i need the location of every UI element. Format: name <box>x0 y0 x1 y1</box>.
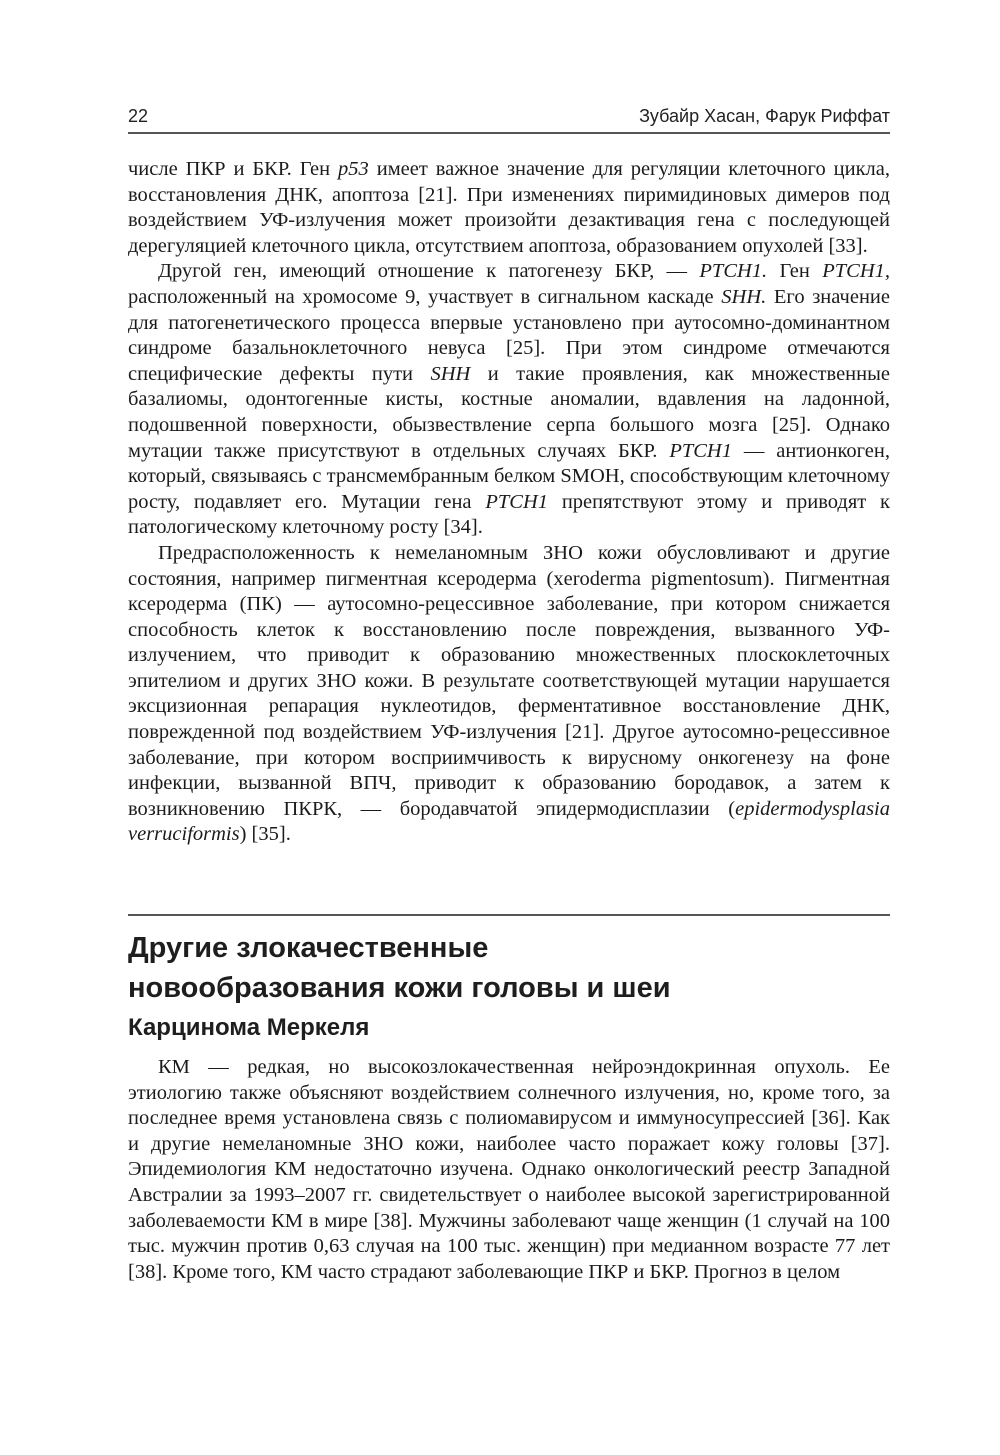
gene-name: PTCH1. <box>699 260 768 283</box>
gene-name: PTCH1 <box>485 490 548 513</box>
paragraph-text: Его значение для патогенетического процесса впервые установлено при аутосомно-доминантном синдроме базальноклеточного невуса [25]. При этом синдроме отмечаются специфические дефекты пути <box>128 285 891 385</box>
paragraph-text: ) [35]. <box>239 823 291 846</box>
text-block-top <box>128 157 890 848</box>
section-heading-line: новообразования кожи головы и шеи <box>128 972 671 1004</box>
page-number: 22 <box>128 106 149 126</box>
header-rule <box>128 132 890 134</box>
paragraph-text: — антионкоген, который, связываясь с трансмембранным белком SMOH, способствующим клеточному росту, подавляет его. Мутации гена <box>128 439 890 513</box>
gene-name: PTCH1, <box>822 260 890 283</box>
paragraph-text: Ген <box>767 260 823 283</box>
gene-name: PTCH1 <box>669 439 732 462</box>
paragraph <box>128 259 890 541</box>
running-header-authors: Зубайр Хасан, Фарук Риффат <box>639 106 890 126</box>
paragraph-text: числе ПКР и БКР. Ген <box>128 158 339 180</box>
gene-name: SHH <box>430 362 471 385</box>
paragraph-text: имеет важное значение для регуляции клеточного цикла, восстановления ДНК, апоптоза [21]. При изменениях пиримидиновых димеров под воздействием УФ-излучения может произойти дезактивация гена с последующей дерегуляцией клеточного цикла, отсутствием апоптоза, образованием опухолей [33]. <box>128 158 890 257</box>
section-rule <box>128 914 890 916</box>
paragraph-text: Другой ген, имеющий отношение к патогенезу БКР, — <box>158 260 700 283</box>
text-block-bottom <box>128 1055 890 1285</box>
latin-term: epidermodysplasia verruciformis <box>128 797 890 846</box>
gene-name: p53 <box>338 158 369 180</box>
section-heading <box>128 928 890 1008</box>
paragraph: КМ — редкая, но высокозлокачественная нейроэндокринная опухоль. Ее этиологию также объясняют воздействием солнечного излучения, но, кроме того, за последнее время установлена связь с полиомавирусом и иммуносупрессией [36]. Как и другие немеланомные ЗНО кожи, наиболее часто поражает кожу головы [37]. Эпидемиология КМ недостаточно изучена. Однако онкологический реестр Западной Австралии за 1993–2007 гг. свидетельствует о наиболее высокой зарегистрированной заболеваемости КМ в мире [38]. Мужчины заболевают чаще женщин (1 случай на 100 тыс. мужчин против 0,63 случая на 100 тыс. женщин) при медианном возрасте 77 лет [38]. Кроме того, КМ часто страдают заболевающие ПКР и БКР. Прогноз в целом <box>128 1056 890 1283</box>
gene-name: SHH. <box>721 285 767 308</box>
paragraph-text: Предрасположенность к немеланомным ЗНО кожи обусловливают и другие состояния, например пигментная ксеродерма (xeroderma pigmentosum). Пигментная ксеродерма (ПК) — аутосомно-рецессивное заболевание, при котором снижается способность клеток к восстановлению после повреждения, вызванного УФ-излучением, что приводит к образованию множественных плоскоклеточных эпителиом и других ЗНО кожи. В результате соответствующей мутации нарушается эксцизионная репарация нуклеотидов, ферментативное восстановление ДНК, поврежденной под воздействием УФ-излучения [21]. Другое аутосомно-рецессивное заболевание, при котором восприимчивость к вирусному онкогенезу на фоне инфекции, вызванной ВПЧ, приводит к образованию бородавок, а затем к возникновению ПКРК, — бородавчатой эпидермодисплазии ( <box>128 541 890 820</box>
paragraph-text: расположенный на хромосоме 9, участвует в сигнальном каскаде <box>128 285 722 308</box>
paragraph <box>128 157 890 259</box>
paragraph-text: препятствуют этому и приводят к патологическому клеточному росту [34]. <box>128 490 890 539</box>
subsection-heading: Карцинома Меркеля <box>128 1014 370 1041</box>
running-header <box>128 100 890 130</box>
paragraph-text: и такие проявления, как множественные базалиомы, одонтогенные кисты, костные аномалии, вдавления на ладонной, подошвенной поверхности, обызвествление серпа большого мозга [25]. Однако мутации также присутствуют в отдельных случаях БКР. <box>128 362 890 462</box>
section-heading-line: Другие злокачественные <box>128 932 489 964</box>
paragraph <box>128 541 890 848</box>
